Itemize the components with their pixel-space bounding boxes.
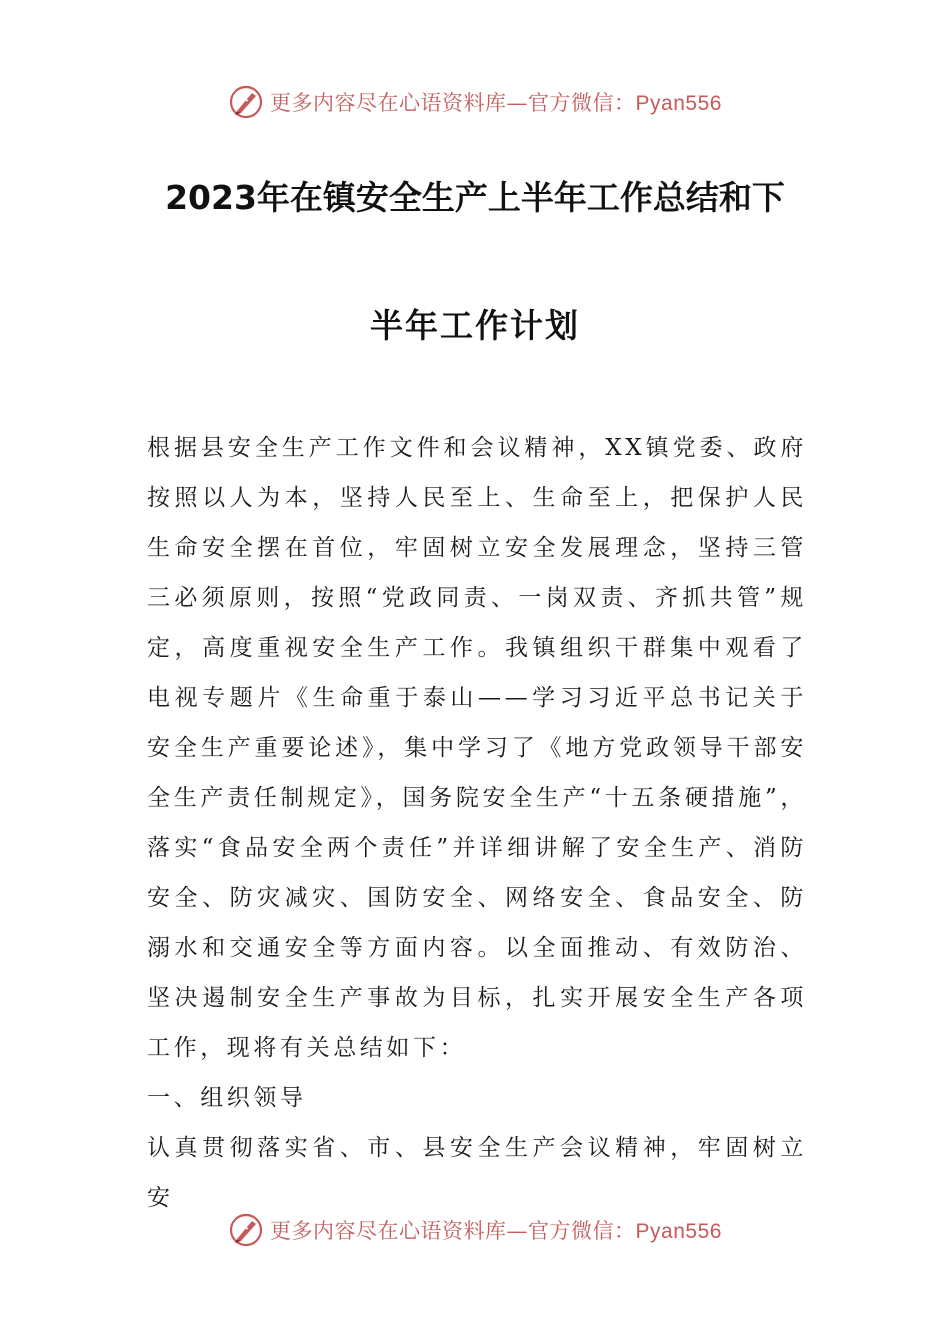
watermark-text: 更多内容尽在心语资料库—官方微信：Pyan556	[270, 91, 722, 115]
section-paragraph: 认真贯彻落实省、市、县安全生产会议精神，牢固树立安	[147, 1135, 807, 1211]
watermark-brand: Pyan556	[635, 92, 722, 115]
watermark-text: 更多内容尽在心语资料库—官方微信：Pyan556	[270, 1219, 722, 1243]
pen-circle-logo-icon	[228, 1212, 264, 1248]
section-heading-organization: 一、组织领导	[147, 1085, 307, 1111]
watermark-brand: Pyan556	[635, 1220, 722, 1243]
document-title-line-2: 半年工作计划	[370, 306, 580, 345]
footer-watermark-banner	[0, 1210, 950, 1250]
header-watermark-banner	[0, 82, 950, 122]
intro-paragraph: 根据县安全生产工作文件和会议精神，XX镇党委、政府按照以人为本，坚持人民至上、生命至上，把保护人民生命安全摆在首位，牢固树立安全发展理念，坚持三管三必须原则，按照“党政同责、一岗双责、齐抓共管”规定，高度重视安全生产工作。我镇组织干群集中观看了电视专题片《生命重于泰山——学习习近平总书记关于安全生产重要论述》，集中学习了《地方党政领导干部安全生产责任制规定》，国务院安全生产“十五条硬措施”，落实“食品安全两个责任”并详细讲解了安全生产、消防安全、防灾减灾、国防安全、网络安全、食品安全、防溺水和交通安全等方面内容。以全面推动、有效防治、坚决遏制安全生产事故为目标，扎实开展安全生产各项工作，现将有关总结如下：	[147, 435, 807, 1061]
document-title-line-1: 2023年在镇安全生产上半年工作总结和下	[165, 178, 785, 217]
pen-circle-logo-icon	[228, 84, 264, 120]
document-body	[147, 423, 807, 1211]
